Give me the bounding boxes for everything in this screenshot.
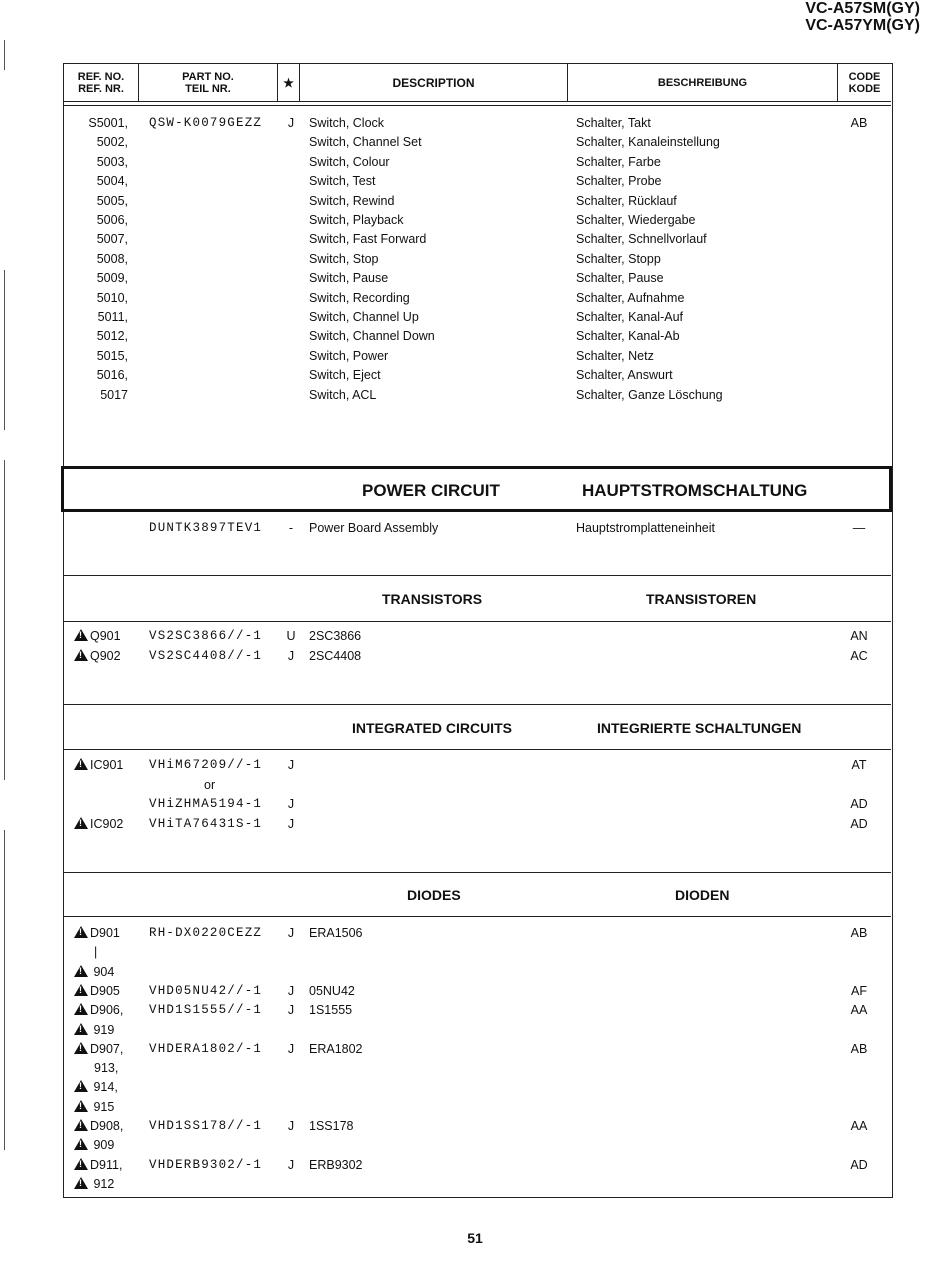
table-row: [64, 982, 891, 1001]
section-divider: [64, 749, 891, 750]
description: Switch, Fast Forward: [309, 232, 427, 247]
description: Switch, Channel Down: [309, 329, 435, 344]
part-number: VHD1SS178//-1: [149, 1119, 263, 1133]
table-row: [64, 1001, 891, 1020]
description: ERB9302: [309, 1157, 363, 1172]
table-row: [64, 1098, 891, 1117]
description: ERA1506: [309, 926, 363, 940]
description: Switch, Eject: [309, 368, 381, 383]
ref-number: [74, 211, 128, 230]
beschreibung: Schalter, Farbe: [576, 154, 661, 169]
description: 2SC3866: [309, 629, 362, 643]
ref-number: [74, 647, 138, 666]
description: 05NU42: [309, 983, 355, 998]
ref-text: D908,: [90, 1119, 124, 1133]
table-row: [64, 114, 891, 133]
ref-text: 5008,: [96, 251, 128, 266]
header-ref: REF. NO. REF. NR.: [64, 64, 139, 101]
ref-number: [74, 269, 128, 288]
warning-triangle-icon: [74, 1119, 88, 1131]
code: AN: [850, 629, 868, 643]
code: AA: [850, 1003, 868, 1018]
star-mark: J: [287, 816, 295, 831]
ref-text: Q902: [90, 649, 121, 663]
part-number: VHDERA1802/-1: [149, 1041, 263, 1056]
warning-triangle-icon: [74, 1080, 88, 1092]
ref-text: 5011,: [97, 310, 128, 324]
ref-number: [74, 172, 128, 191]
code: AC: [850, 649, 868, 663]
diodes-title-de: DIODEN: [675, 887, 730, 903]
table-row: [64, 795, 891, 814]
part-number: or: [204, 777, 216, 792]
table-row: [64, 211, 891, 230]
code: AD: [850, 1157, 868, 1172]
table-row: [64, 756, 891, 775]
ref-number: [74, 114, 128, 133]
star-mark: J: [287, 116, 295, 130]
scan-edge-mark: [4, 830, 5, 1150]
ref-number: [74, 308, 128, 327]
ref-number: [74, 1117, 138, 1136]
header-beschreibung: BESCHREIBUNG: [568, 64, 838, 101]
beschreibung: Schalter, Schnellvorlauf: [576, 232, 707, 247]
ref-text: 5016,: [96, 368, 128, 383]
model-number-2: VC-A57YM(GY): [805, 17, 920, 34]
power-circuit-title: POWER CIRCUIT: [362, 481, 500, 500]
ref-text: D906,: [90, 1003, 124, 1018]
section-divider: [64, 916, 891, 917]
ref-number: [74, 924, 138, 943]
section-divider: [64, 621, 891, 622]
part-number: VHDERB9302/-1: [149, 1157, 263, 1172]
table-row: [64, 327, 891, 346]
description: Switch, Channel Up: [309, 310, 419, 324]
description: 1SS178: [309, 1119, 354, 1133]
power-circuit-title-de: HAUPTSTROMSCHALTUNG: [582, 481, 808, 500]
table-row: [64, 133, 891, 152]
ref-text: 914,: [90, 1080, 118, 1095]
warning-triangle-icon: [74, 1158, 88, 1170]
description: 2SC4408: [309, 649, 362, 663]
ref-text: 5017: [100, 387, 128, 402]
ref-number: [74, 627, 138, 646]
table-row: [64, 1156, 891, 1175]
warning-triangle-icon: [74, 817, 88, 829]
ref-text: 5004,: [96, 174, 128, 189]
warning-triangle-icon: [74, 1042, 88, 1054]
ref-number: [74, 1156, 138, 1175]
ics-title-de: INTEGRIERTE SCHALTUNGEN: [597, 720, 802, 736]
table-row: [64, 1040, 891, 1059]
header-description: DESCRIPTION: [300, 64, 568, 101]
ref-text: Q901: [90, 629, 121, 643]
code: —: [852, 521, 866, 535]
warning-triangle-icon: [74, 629, 88, 641]
warning-triangle-icon: [74, 1100, 88, 1112]
table-header: [64, 64, 891, 102]
ref-number: [74, 1098, 138, 1117]
ref-number: [74, 366, 128, 385]
ref-text: 5010,: [96, 290, 128, 305]
description: Switch, Recording: [309, 290, 410, 305]
code: AB: [850, 926, 868, 940]
ref-number: [74, 756, 138, 775]
part-number: VS2SC4408//-1: [149, 649, 263, 663]
description: Switch, Test: [309, 174, 376, 189]
scan-edge-mark: [4, 40, 5, 70]
ref-number: [74, 386, 128, 405]
ref-number: [74, 963, 138, 982]
ref-text: 912: [90, 1176, 115, 1191]
part-number: DUNTK3897TEV1: [149, 521, 263, 535]
table-row: [64, 519, 891, 538]
table-row: [64, 269, 891, 288]
ref-number: [74, 943, 138, 962]
beschreibung: Schalter, Kanal-Auf: [576, 310, 684, 324]
beschreibung: Schalter, Aufnahme: [576, 290, 685, 305]
ref-text: 915: [90, 1099, 115, 1114]
warning-triangle-icon: [74, 926, 88, 938]
table-row: [64, 366, 891, 385]
star-mark: J: [287, 797, 295, 811]
part-number: VHD05NU42//-1: [149, 983, 263, 998]
part-number: RH-DX0220CEZZ: [149, 926, 263, 940]
ref-text: |: [94, 945, 98, 960]
ref-text: 913,: [94, 1061, 119, 1076]
table-row: [64, 192, 891, 211]
description: ERA1802: [309, 1041, 363, 1056]
table-row: [64, 1117, 891, 1136]
model-number-1: VC-A57SM(GY): [805, 0, 920, 17]
table-row: [64, 1059, 891, 1078]
transistors-title-de: TRANSISTOREN: [646, 591, 757, 607]
code: AT: [851, 758, 867, 772]
description: Switch, Rewind: [309, 193, 395, 208]
table-row: [64, 776, 891, 795]
beschreibung: Schalter, Netz: [576, 348, 654, 363]
ref-text: IC902: [90, 816, 124, 831]
code: AB: [850, 1041, 868, 1056]
description: Switch, Stop: [309, 251, 379, 266]
table-row: [64, 1078, 891, 1097]
header-code: CODE KODE: [848, 70, 881, 95]
table-row: [64, 627, 891, 646]
table-row: [64, 386, 891, 405]
beschreibung: Schalter, Rücklauf: [576, 193, 677, 208]
ics-title: INTEGRATED CIRCUITS: [352, 720, 512, 736]
description: Power Board Assembly: [309, 521, 439, 535]
ref-number: [74, 1040, 138, 1059]
star-mark: U: [286, 629, 296, 643]
beschreibung: Schalter, Stopp: [576, 251, 661, 266]
description: Switch, Clock: [309, 116, 385, 130]
warning-triangle-icon: [74, 758, 88, 770]
code: AB: [850, 116, 868, 130]
ref-text: D911,: [90, 1157, 123, 1172]
star-mark: J: [287, 758, 295, 772]
table-row: [64, 308, 891, 327]
ref-number: [74, 347, 128, 366]
table-row: [64, 1136, 891, 1155]
beschreibung: Schalter, Wiedergabe: [576, 213, 696, 227]
transistors-title: TRANSISTORS: [382, 591, 483, 607]
ref-number: [74, 1136, 138, 1155]
beschreibung: Schalter, Kanal-Ab: [576, 329, 680, 344]
power-circuit-banner: [61, 466, 892, 512]
part-number: VS2SC3866//-1: [149, 629, 263, 643]
ref-text: 909: [90, 1138, 115, 1153]
star-mark: J: [287, 649, 295, 663]
table-row: [64, 347, 891, 366]
table-row: [64, 230, 891, 249]
table-row: [64, 1021, 891, 1040]
page-number: 51: [467, 1230, 483, 1246]
beschreibung: Schalter, Kanaleinstellung: [576, 135, 720, 150]
warning-triangle-icon: [74, 1138, 88, 1150]
star-mark: J: [287, 1119, 295, 1133]
warning-triangle-icon: [74, 984, 88, 996]
ref-text: 5015,: [96, 348, 128, 363]
ref-text: 904: [90, 964, 115, 979]
star-mark: J: [287, 926, 295, 940]
ref-number: [74, 1059, 138, 1078]
code: AD: [850, 797, 868, 811]
ref-number: [74, 815, 138, 834]
table-row: [64, 943, 891, 962]
header-part: PART NO. TEIL NR.: [139, 64, 278, 101]
ref-text: 5012,: [96, 329, 128, 344]
ref-number: [74, 1021, 138, 1040]
parts-table: [63, 63, 893, 1198]
code: AF: [851, 983, 867, 998]
ref-number: [74, 230, 128, 249]
ref-text: D905: [90, 983, 120, 998]
beschreibung: Schalter, Answurt: [576, 368, 673, 383]
beschreibung: Schalter, Pause: [576, 271, 664, 286]
code: AA: [850, 1119, 868, 1133]
table-row: [64, 815, 891, 834]
table-row: [64, 153, 891, 172]
ref-text: 5003,: [96, 154, 128, 169]
table-row: [64, 924, 891, 943]
ref-text: 5002,: [96, 135, 128, 150]
ref-number: [74, 1078, 138, 1097]
section-divider: [64, 575, 891, 576]
beschreibung: Schalter, Ganze Löschung: [576, 387, 723, 402]
beschreibung: Schalter, Takt: [576, 116, 651, 130]
table-row: [64, 172, 891, 191]
ref-number: [74, 1001, 138, 1020]
ref-number: [74, 982, 138, 1001]
code: AD: [850, 816, 868, 831]
table-row: [64, 250, 891, 269]
ref-text: 5007,: [96, 232, 128, 247]
description: 1S1555: [309, 1003, 353, 1018]
part-number: VHiTA76431S-1: [149, 816, 263, 831]
ref-text: S5001,: [88, 116, 128, 130]
star-mark: J: [287, 983, 295, 998]
ref-text: D907,: [90, 1041, 124, 1056]
ref-text: IC901: [90, 758, 124, 772]
description: Switch, Pause: [309, 271, 389, 286]
beschreibung: Hauptstromplatteneinheit: [576, 521, 715, 535]
warning-triangle-icon: [74, 1177, 88, 1189]
ref-number: [74, 133, 128, 152]
warning-triangle-icon: [74, 965, 88, 977]
part-number: VHD1S1555//-1: [149, 1003, 263, 1018]
warning-triangle-icon: [74, 1003, 88, 1015]
star-mark: J: [287, 1157, 295, 1172]
section-divider: [64, 704, 891, 705]
ref-number: [74, 250, 128, 269]
ref-text: 5009,: [96, 271, 128, 286]
ref-text: 5006,: [96, 213, 128, 227]
star-mark: J: [287, 1041, 295, 1056]
header-star: ★: [278, 64, 300, 101]
beschreibung: Schalter, Probe: [576, 174, 662, 189]
warning-triangle-icon: [74, 1023, 88, 1035]
diodes-title: DIODES: [407, 887, 461, 903]
description: Switch, Colour: [309, 154, 390, 169]
part-number: VHiZHMA5194-1: [149, 797, 263, 811]
warning-triangle-icon: [74, 649, 88, 661]
ref-number: [74, 192, 128, 211]
table-row: [64, 963, 891, 982]
star-mark: J: [287, 1003, 295, 1018]
header-divider: [64, 105, 891, 106]
section-divider: [64, 872, 891, 873]
ref-text: D901: [90, 926, 120, 940]
ref-text: 919: [90, 1022, 115, 1037]
ref-number: [74, 289, 128, 308]
table-row: [64, 289, 891, 308]
table-row: [64, 1175, 891, 1194]
description: Switch, Channel Set: [309, 135, 422, 150]
ref-number: [74, 327, 128, 346]
table-row: [64, 647, 891, 666]
star-mark: -: [288, 521, 294, 535]
description: Switch, ACL: [309, 387, 377, 402]
scan-edge-mark: [4, 460, 5, 780]
description: Switch, Power: [309, 348, 389, 363]
ref-number: [74, 1175, 138, 1194]
ref-number: [74, 153, 128, 172]
description: Switch, Playback: [309, 213, 404, 227]
ref-text: 5005,: [96, 193, 128, 208]
scan-edge-mark: [4, 270, 5, 430]
part-number: QSW-K0079GEZZ: [149, 116, 263, 130]
part-number: VHiM67209//-1: [149, 758, 263, 772]
